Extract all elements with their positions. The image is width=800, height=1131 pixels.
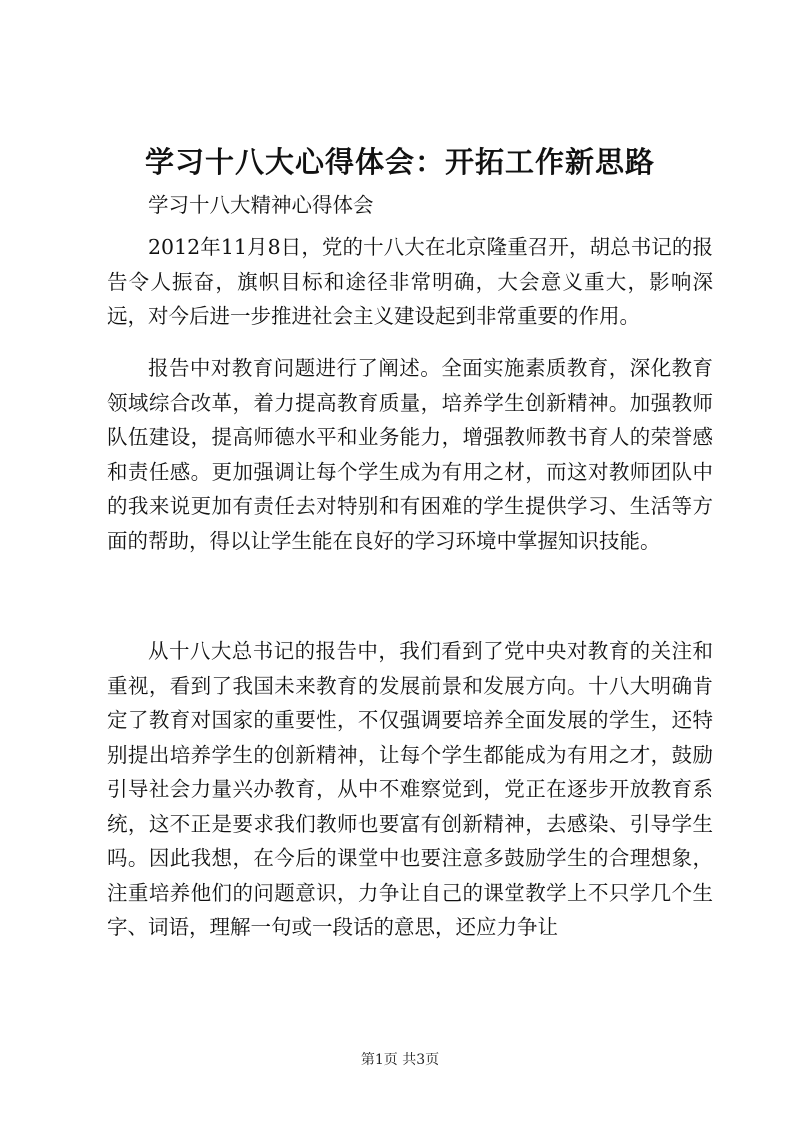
page-number-footer: 第1页 共3页 (360, 1052, 440, 1068)
document-title: 学习十八大心得体会：开拓工作新思路 (144, 145, 655, 179)
paragraph-3: 从十八大总书记的报告中，我们看到了党中央对教育的关注和重视，看到了我国未来教育的发展前景和发展方向。十八大明确肯定了教育对国家的重要性，不仅强调要培养全面发展的学生，还特别提出培养学生的创新精神，让每个学生都能成为有用之才，鼓励引导社会力量兴办教育，从中不难察觉到，党正在逐步开放教育系统，这不正是要求我们教师也要富有创新精神，去感染、引导学生吗。因此我想，在今后的课堂中也要注意多鼓励学生的合理想象，注重培养他们的问题意识，力争让自己的课堂教学上不只学几个生字、词语，理解一句或一段话的意思，还应力争让 (107, 639, 713, 939)
document-subtitle: 学习十八大精神心得体会 (148, 193, 374, 217)
paragraph-1: 2012年11月8日，党的十八大在北京隆重召开，胡总书记的报告令人振奋，旗帜目标和途径非常明确，大会意义重大，影响深远，对今后进一步推进社会主义建设起到非常重要的作用。 (107, 235, 713, 328)
paragraph-2: 报告中对教育问题进行了阐述。全面实施素质教育，深化教育领域综合改革，着力提高教育质量，培养学生创新精神。加强教师队伍建设，提高师德水平和业务能力，增强教师教书育人的荣誉感和责任感。更加强调让每个学生成为有用之材，而这对教师团队中的我来说更加有责任去对特别和有困难的学生提供学习、生活等方面的帮助，得以让学生能在良好的学习环境中掌握知识技能。 (107, 356, 713, 553)
